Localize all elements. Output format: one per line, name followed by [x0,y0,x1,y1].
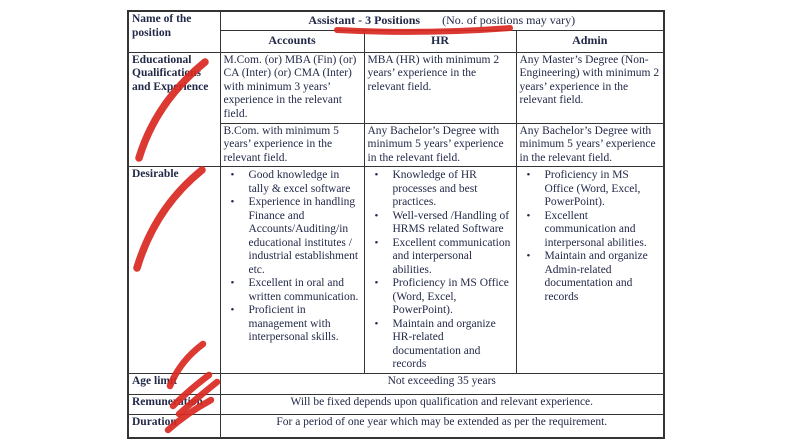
edu-primary-admin: Any Master’s Degree (Non-Engineering) with minimum 2 years’ experience in the relevant field. [516,52,664,123]
bullet-icon: • [526,209,531,222]
list-item-text: Knowledge of HR processes and best practices. [392,169,478,208]
column-header-admin: Admin [516,30,664,52]
desirable-row [128,167,664,374]
list-item [368,318,513,372]
bullet-icon: • [526,169,531,181]
edu-primary-hr: MBA (HR) with minimum 2 years’ experience in the relevant field. [364,52,516,123]
list-item [224,304,361,345]
position-title-note: (No. of positions may vary) [442,13,576,27]
desirable-admin-list [520,168,661,304]
list-item [368,237,513,278]
remuneration-row [128,394,664,414]
list-item-text: Well-versed /Handling of HRMS related Software [392,209,510,235]
edu-primary-accounts: M.Com. (or) MBA (Fin) (or) CA (Inter) (or) CMA (Inter) with minimum 3 years’ experience in the relevant field. [220,52,364,123]
desirable-hr-list [368,168,513,372]
bullet-icon: • [374,236,379,249]
desirable-accounts-cell [220,167,364,374]
list-item [224,169,361,196]
duration-value: For a period of one year which may be extended as per the requirement. [220,414,664,438]
row-label-age-limit: Age limit [128,373,220,394]
bullet-icon: • [230,304,235,316]
list-item-text: Excellent communication and interpersonal abilities. [392,236,511,276]
bullet-icon: • [230,169,235,181]
bullet-icon: • [230,277,235,289]
remuneration-value: Will be fixed depends upon qualification and relevant experience. [220,394,664,414]
education-row-primary [128,52,664,123]
list-item [520,250,661,304]
list-item [368,210,513,237]
desirable-admin-cell [516,167,664,374]
list-item-text: Maintain and organize Admin-related documentation and records [544,250,648,303]
bullet-icon: • [374,277,379,289]
list-item-text: Good knowledge in tally & excel software [248,169,351,195]
bullet-icon: • [374,209,379,222]
bullet-icon: • [374,169,379,181]
bullet-icon: • [374,317,379,330]
list-item [368,169,513,210]
list-item-text: Maintain and organize HR-related documentation and records [392,317,496,370]
list-item [368,277,513,318]
list-item-text: Excellent communication and interpersonal abilities. [544,209,647,249]
row-label-duration: Duration [128,414,220,438]
edu-secondary-admin: Any Bachelor’s Degree with minimum 5 years’ experience in the relevant field. [516,123,664,167]
bullet-icon: • [526,250,531,262]
duration-row [128,414,664,438]
positions-table [127,10,665,439]
row-label-name-of-position: Name of the position [128,11,220,52]
list-item-text: Experience in handling Finance and Accounts/Auditing/in educational institutes / industrial establishment etc. [248,196,359,276]
row-label-remuneration: Remuneration [128,394,220,414]
row-label-desirable: Desirable [128,167,220,374]
list-item [224,196,361,277]
position-title-cell [220,11,664,30]
position-title: Assistant - 3 Positions [308,13,421,27]
column-header-accounts: Accounts [220,30,364,52]
list-item-text: Proficient in management with interpersonal skills. [248,304,339,343]
column-header-hr: HR [364,30,516,52]
list-item-text: Proficiency in MS Office (Word, Excel, PowerPoint). [544,169,641,208]
edu-secondary-hr: Any Bachelor’s Degree with minimum 5 years’ experience in the relevant field. [364,123,516,167]
row-label-educational-qualifications: Educational Qualifications and Experience [128,52,220,167]
list-item [520,169,661,210]
list-item [224,277,361,304]
edu-secondary-accounts: B.Com. with minimum 5 years’ experience in the relevant field. [220,123,364,167]
desirable-accounts-list [224,168,361,345]
desirable-hr-cell [364,167,516,374]
header-row-title [128,11,664,30]
bullet-icon: • [230,196,235,208]
list-item [520,210,661,251]
list-item-text: Excellent in oral and written communication. [248,277,359,303]
list-item-text: Proficiency in MS Office (Word, Excel, PowerPoint). [392,277,509,316]
age-limit-row [128,373,664,394]
age-limit-value: Not exceeding 35 years [220,373,664,394]
